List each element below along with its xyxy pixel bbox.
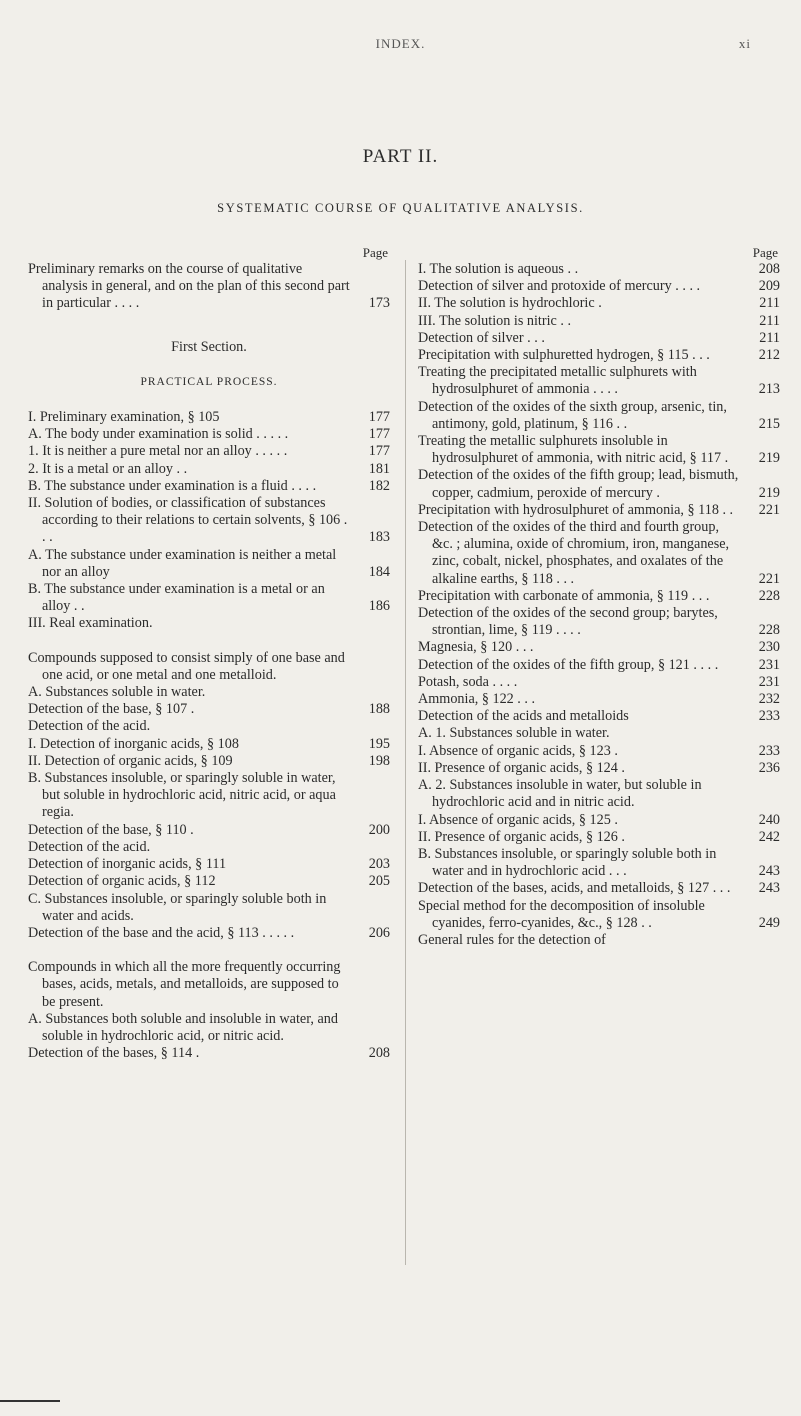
index-entry [28,684,390,701]
index-entry [418,880,780,897]
index-entry [418,347,780,364]
index-entry-page: 184 [368,563,390,580]
index-entry [28,443,390,460]
index-entry [418,743,780,760]
index-entry [28,650,390,684]
index-entry [28,718,390,735]
index-entry-page: 195 [368,735,390,752]
index-entry [418,812,780,829]
index-entry-text: Detection of silver . . . [418,329,545,346]
column-divider [405,260,406,1265]
index-entry [28,426,390,443]
margin-mark [0,1400,60,1402]
index-entry-text: II. Presence of organic acids, § 126 . [418,828,625,845]
index-entry-text: I. Absence of organic acids, § 123 . [418,742,618,759]
section-heading: First Section. [171,338,247,355]
index-entry [418,691,780,708]
index-entry-text: Preliminary remarks on the course of qualitative analysis in general, and on the plan of this second part in particular . . . . [28,261,350,312]
index-entry-page: 240 [758,811,780,828]
index-entry-text: II. Detection of organic acids, § 109 [28,752,233,769]
index-entry-text: Treating the precipitated metallic sulphurets with hydrosulphuret of ammonia . . . . [418,364,697,398]
index-entry-text: Special method for the decomposition of insoluble cyanides, ferro-cyanides, &c., § 128 . . [418,897,705,931]
index-entry [418,829,780,846]
index-entry-text: 2. It is a metal or an alloy . . [28,460,188,477]
index-entry-page: 219 [758,484,780,501]
index-entry [418,295,780,312]
index-entry-page: 209 [758,278,780,295]
index-entry-page: 221 [758,501,780,518]
index-entry-text: A. The substance under examination is neither a metal nor an alloy [28,546,337,580]
index-entry-text: II. The solution is hydrochloric . [418,295,602,312]
index-entry [28,753,390,770]
index-entry [28,461,390,478]
index-entry-text: III. Real examination. [28,615,153,632]
index-entry-page: 231 [758,673,780,690]
index-entry [418,605,780,639]
index-entry-page: 211 [759,329,780,346]
index-entry-text: Detection of the base, § 110 . [28,821,194,838]
index-entry [418,777,780,811]
index-entry-text: A. 1. Substances soluble in water. [418,725,610,742]
index-entry [418,278,780,295]
index-entry-text: Detection of the base, § 107 . [28,701,195,718]
index-entry-text: Compounds in which all the more frequently occurring bases, acids, metals, and metalloids, are supposed to be present. [28,959,341,1010]
index-entry [418,657,780,674]
index-entry-page: 208 [758,261,780,277]
index-entry-page: 200 [368,821,390,838]
index-entry [418,639,780,656]
index-entry [28,873,390,890]
index-entry-text: I. Detection of inorganic acids, § 108 [28,735,239,752]
index-entry-page: 221 [758,570,780,587]
index-entry-page: 228 [758,622,780,639]
index-entry-text: I. Absence of organic acids, § 125 . [418,811,618,828]
index-entry-page: 188 [368,701,390,718]
index-entry-page: 243 [758,880,780,897]
index-entry-page: 206 [368,924,390,941]
index-entry [418,313,780,330]
index-entry-text: II. Solution of bodies, or classification of substances according to their relations to certain solvents, § 106 . . . [28,495,348,546]
index-entry-page: 231 [758,656,780,673]
index-entry-page: 211 [759,295,780,312]
index-entry-text: A. 2. Substances insoluble in water, but soluble in hydrochloric acid and in nitric acid. [418,777,702,811]
index-entry [28,547,390,581]
index-entry-text: B. The substance under examination is a fluid . . . . [28,477,317,494]
index-entry-text: Detection of the acid. [28,718,151,735]
section-subheading: PRACTICAL PROCESS. [140,375,278,388]
running-head [0,36,801,56]
index-entry-text: B. The substance under examination is a metal or an alloy . . [28,581,325,615]
index-entry [418,932,780,949]
course-title: SYSTEMATIC COURSE OF QUALITATIVE ANALYSIS. [217,201,584,215]
index-entry-page: 186 [368,598,390,615]
index-entry-text: Ammonia, § 122 . . . [418,691,536,708]
index-entry-page: 236 [758,759,780,776]
index-entry [28,581,390,615]
index-entry [28,1045,390,1062]
index-entry [418,674,780,691]
index-entry-text: Magnesia, § 120 . . . [418,639,534,656]
index-entry-page: 177 [368,426,390,443]
index-entry [418,467,780,501]
spacer [28,942,390,959]
index-entry-page: 212 [758,347,780,364]
index-entry [28,891,390,925]
index-entry-text: Detection of organic acids, § 112 [28,873,216,890]
index-entry [418,399,780,433]
running-head-title: INDEX. [375,36,426,51]
index-entry-page: 183 [368,529,390,546]
index-entry [418,502,780,519]
index-entry [418,519,780,588]
index-entry-page: 211 [759,312,780,329]
index-entry-text: Detection of the oxides of the fifth group; lead, bismuth, copper, cadmium, peroxide of mercury . [418,467,739,501]
index-entry-page: 233 [758,742,780,759]
index-entry-page: 181 [368,460,390,477]
index-entry-page: 228 [758,587,780,604]
index-entry-page: 182 [368,477,390,494]
spacer [28,633,390,650]
index-entry-text: 1. It is neither a pure metal nor an alloy . . . . . [28,443,288,460]
index-entry-text: A. The body under examination is solid . . . . . [28,426,289,443]
index-entry-text: II. Presence of organic acids, § 124 . [418,759,625,776]
part-title: PART II. [362,146,439,167]
index-entry-text: Precipitation with sulphuretted hydrogen, § 115 . . . [418,347,710,364]
page-column-header: Page [362,245,388,260]
index-entry [418,898,780,932]
index-entry-text: Detection of the oxides of the third and fourth group, &c. ; alumina, oxide of chromium, iron, manganese, zinc, cobalt, nickel, phosphates, and oxalates of the alkaline earths, § 118 . . . [418,519,730,587]
index-entry-text: Treating the metallic sulphurets insoluble in hydrosulphuret of ammonia, with nitric acid, § 117 . [418,433,729,467]
index-entry-text: Precipitation with hydrosulphuret of ammonia, § 118 . . [418,501,734,518]
index-entry-page: 203 [368,856,390,873]
index-entry [28,409,390,426]
index-entry-text: Detection of the bases, acids, and metalloids, § 127 . . . [418,880,731,897]
index-entry-text: C. Substances insoluble, or sparingly soluble both in water and acids. [28,890,327,924]
index-entry [418,588,780,605]
index-entry [28,495,390,547]
index-entry-page: 215 [758,415,780,432]
index-entry [28,822,390,839]
index-entry-text: Detection of silver and protoxide of mercury . . . . [418,278,701,295]
index-entry-text: Detection of the bases, § 114 . [28,1045,200,1062]
index-entry-page: 242 [758,828,780,845]
index-entry-text: B. Substances insoluble, or sparingly soluble both in water and in hydrochloric acid . . . [418,845,717,880]
index-entry-text: Detection of the oxides of the fifth group, § 121 . . . . [418,656,719,673]
index-entry-text: III. The solution is nitric . . [418,312,572,329]
index-entry [28,925,390,942]
index-entry-page: 233 [758,708,780,725]
index-entry [418,364,780,398]
index-entry-page: 205 [368,873,390,890]
index-entry [418,846,780,880]
index-entry [418,261,780,278]
index-column-right [418,244,780,949]
index-entry-page: 219 [758,450,780,467]
index-entry-page: 213 [758,381,780,398]
running-head-page-number: xi [738,36,751,51]
index-entry-text: Detection of the acids and metalloids [418,708,629,725]
index-entry-page: 249 [758,914,780,931]
index-entry [28,770,390,822]
index-entry-text: Potash, soda . . . . [418,673,518,690]
index-entry [418,725,780,742]
index-entry [418,330,780,347]
index-entry [28,478,390,495]
index-entry [28,856,390,873]
index-entry-text: A. Substances soluble in water. [28,684,206,701]
index-entry [28,959,390,1011]
index-entry-text: Detection of the oxides of the second group; barytes, strontian, lime, § 119 . . . . [418,605,718,639]
index-entry-page: 230 [758,639,780,656]
index-entry-text: Detection of the oxides of the sixth group, arsenic, tin, antimony, gold, platinum, § 116 . . [418,398,727,432]
page-column-header: Page [752,245,778,260]
index-entry-text: Detection of the acid. [28,838,151,855]
index-entry-page: 177 [368,409,390,426]
index-entry [28,615,390,632]
index-entry [28,701,390,718]
index-entry-page: 177 [368,443,390,460]
index-entry-page: 208 [368,1045,390,1062]
index-entry-text: Detection of inorganic acids, § 111 [28,856,227,873]
index-entry [28,1011,390,1045]
index-entry-text: B. Substances insoluble, or sparingly soluble in water, but soluble in hydrochloric acid, nitric acid, or aqua regia. [28,770,336,821]
index-entry-text: I. Preliminary examination, § 105 [28,409,220,426]
index-entry-text: Precipitation with carbonate of ammonia, § 119 . . . [418,587,710,604]
index-entry-page: 198 [368,752,390,769]
index-entry [418,760,780,777]
index-entry-text: General rules for the detection of [418,931,606,948]
index-entry-page: 232 [758,691,780,708]
index-entry [28,839,390,856]
index-entry [418,708,780,725]
index-entry [418,433,780,467]
index-entry-text: I. The solution is aqueous . . [418,261,579,277]
index-entry-text: Detection of the base and the acid, § 113 . . . . . [28,924,295,941]
index-entry-text: A. Substances both soluble and insoluble in water, and soluble in hydrochloric acid, or nitric acid. [28,1010,338,1044]
index-entry [28,261,390,313]
index-entry-page: 243 [758,863,780,880]
index-entry [28,736,390,753]
index-entry-page: 173 [368,295,390,312]
index-entry-text: Compounds supposed to consist simply of one base and one acid, or one metal and one metalloid. [28,649,345,683]
index-column-left [28,244,390,1062]
